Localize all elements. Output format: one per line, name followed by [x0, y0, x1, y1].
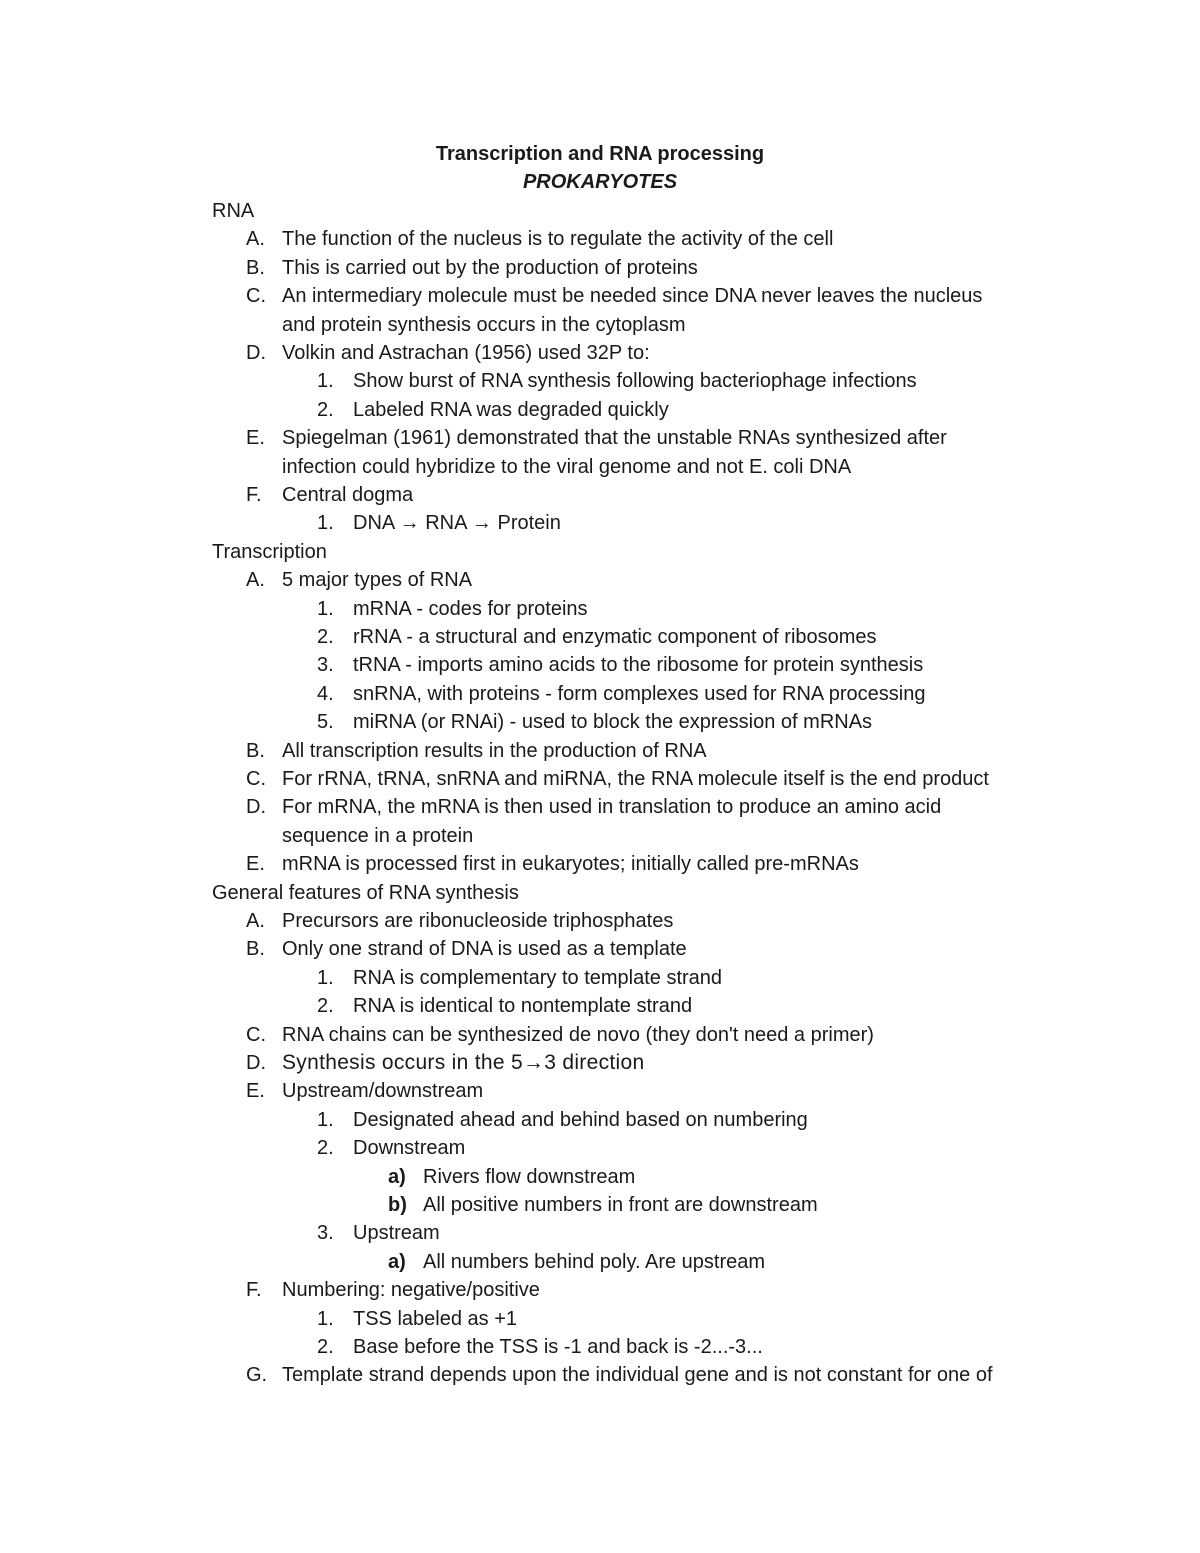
outline-text: For rRNA, tRNA, snRNA and miRNA, the RNA molecule itself is the end product	[282, 768, 989, 790]
outline-marker: a)	[388, 1165, 406, 1188]
outline-text: tRNA - imports amino acids to the ribosome for protein synthesis	[353, 654, 924, 677]
outline-marker: G.	[246, 1364, 268, 1387]
document-title: Transcription and RNA processing	[435, 143, 765, 165]
outline-text: 5 major types of RNA	[282, 569, 473, 592]
outline-text: General features of RNA synthesis	[212, 881, 519, 904]
outline-text: mRNA is processed first in eukaryotes; initially called pre-mRNAs	[282, 853, 859, 876]
outline-text: DNA → RNA → Protein	[353, 512, 561, 535]
outline-marker: E.	[246, 853, 265, 876]
outline-text: Upstream	[353, 1222, 440, 1245]
outline-text: snRNA, with proteins - form complexes used for RNA processing	[353, 682, 926, 705]
document-subtitle: PROKARYOTES	[522, 171, 678, 193]
outline-text: For mRNA, the mRNA is then used in translation to produce an amino acid	[282, 796, 942, 819]
outline-text: RNA	[212, 200, 255, 222]
outline-text: Upstream/downstream	[282, 1080, 484, 1103]
outline-text: This is carried out by the production of proteins	[282, 256, 698, 279]
outline-text: Only one strand of DNA is used as a template	[282, 938, 687, 961]
outline-marker: 2.	[317, 1137, 334, 1160]
outline-marker: E.	[246, 427, 265, 450]
outline-marker: B.	[246, 938, 265, 961]
outline-text: Labeled RNA was degraded quickly	[353, 398, 669, 421]
outline-marker: 4.	[317, 682, 334, 705]
outline-marker: B.	[246, 256, 265, 279]
outline-marker: C.	[246, 768, 266, 790]
outline-marker: F.	[246, 1279, 262, 1302]
outline-marker: B.	[246, 739, 265, 762]
outline-marker: 1.	[317, 1307, 334, 1330]
outline-text: Numbering: negative/positive	[282, 1279, 540, 1302]
outline-text: Transcription	[212, 540, 327, 563]
outline-marker: b)	[388, 1194, 407, 1216]
outline-marker: 1.	[317, 1108, 334, 1131]
outline-text: Show burst of RNA synthesis following bacteriophage infections	[353, 370, 917, 393]
outline-text: Designated ahead and behind based on numbering	[353, 1108, 808, 1131]
outline-text: Synthesis occurs in the 5→3 direction	[282, 1051, 645, 1074]
outline-marker: 2.	[317, 398, 334, 421]
outline-text: Volkin and Astrachan (1956) used 32P to:	[282, 342, 650, 364]
outline-marker: 2.	[317, 995, 334, 1018]
outline-text: RNA is complementary to template strand	[353, 966, 723, 989]
outline-text: RNA chains can be synthesized de novo (they don't need a primer)	[282, 1023, 874, 1046]
outline-text: Spiegelman (1961) demonstrated that the unstable RNAs synthesized after	[282, 427, 947, 450]
outline-marker: a)	[388, 1250, 406, 1273]
outline-text: An intermediary molecule must be needed since DNA never leaves the nucleus	[282, 285, 983, 308]
outline-marker: 1.	[317, 966, 334, 989]
outline-marker: 1.	[317, 512, 334, 535]
outline-marker: D.	[246, 1052, 266, 1074]
outline-text: Central dogma	[282, 484, 414, 506]
outline-text: infection could hybridize to the viral genome and not E. coli DNA	[282, 455, 852, 478]
outline-text: All positive numbers in front are downstream	[423, 1194, 818, 1216]
outline-marker: E.	[246, 1080, 265, 1103]
outline-text: Base before the TSS is -1 and back is -2...-3...	[353, 1336, 763, 1358]
outline-marker: 1.	[317, 597, 334, 620]
outline-marker: 2.	[317, 1336, 334, 1358]
outline-marker: 3.	[317, 654, 334, 677]
outline-marker: 1.	[317, 370, 334, 393]
outline-marker: 3.	[317, 1222, 334, 1245]
outline-text: Precursors are ribonucleoside triphosphates	[282, 910, 674, 932]
outline-text: Rivers flow downstream	[423, 1165, 636, 1188]
outline-text: All numbers behind poly. Are upstream	[423, 1250, 766, 1273]
outline-marker: C.	[246, 1023, 266, 1046]
outline-marker: A.	[246, 569, 265, 592]
outline-text: Downstream	[353, 1137, 466, 1160]
outline-text: All transcription results in the production of RNA	[282, 739, 707, 762]
outline-text: Template strand depends upon the individual gene and is not constant for one of	[282, 1364, 993, 1387]
outline-text: TSS labeled as +1	[353, 1307, 517, 1330]
outline-marker: A.	[246, 910, 265, 932]
outline-marker: A.	[246, 228, 265, 251]
outline-text: and protein synthesis occurs in the cytoplasm	[282, 313, 686, 336]
outline-marker: C.	[246, 285, 266, 308]
outline-text: sequence in a protein	[282, 824, 474, 847]
outline-marker: D.	[246, 796, 266, 819]
outline-text: RNA is identical to nontemplate strand	[353, 995, 693, 1018]
outline-text: rRNA - a structural and enzymatic component of ribosomes	[353, 626, 877, 648]
outline-marker: 5.	[317, 711, 334, 734]
outline-text: miRNA (or RNAi) - used to block the expression of mRNAs	[353, 711, 873, 734]
outline-marker: D.	[246, 342, 266, 364]
outline-marker: 2.	[317, 626, 334, 648]
outline-text: The function of the nucleus is to regulate the activity of the cell	[282, 228, 834, 251]
outline-text: mRNA - codes for proteins	[353, 597, 588, 620]
outline-marker: F.	[246, 484, 262, 506]
